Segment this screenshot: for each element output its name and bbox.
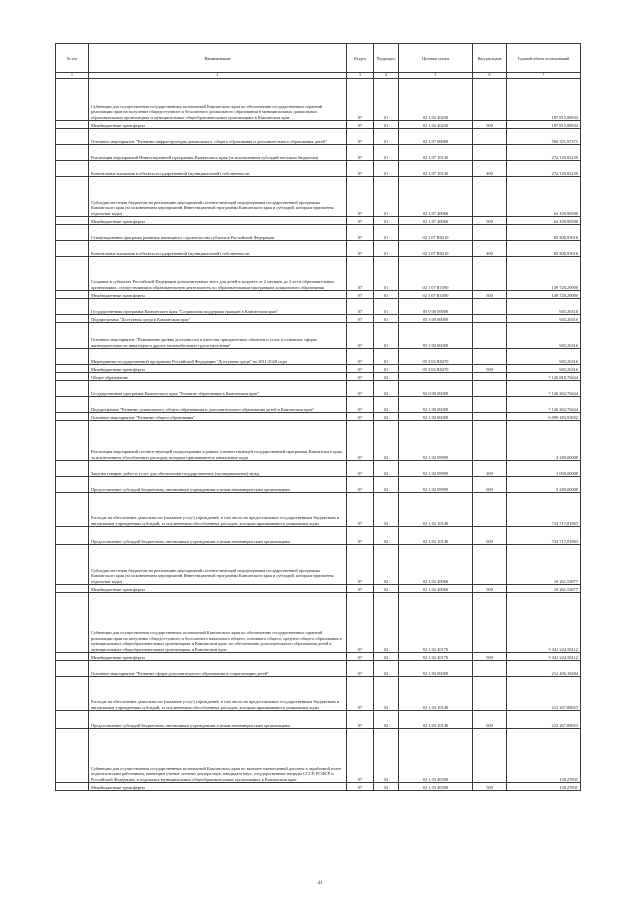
row-number-cell <box>56 79 89 121</box>
header-annual-amount: Годовой объем ассигнований <box>507 44 581 73</box>
row-razdel-cell: 07 <box>347 661 374 677</box>
row-expense-type-cell: 500 <box>473 217 507 225</box>
row-target-article-cell: 05 3 02 R0270 <box>399 349 473 365</box>
row-expense-type-cell <box>473 413 507 421</box>
row-target-article-cell: 02 1 03 40390 <box>399 783 473 791</box>
row-amount-cell: 5 341 224,58112 <box>507 593 581 653</box>
row-razdel-cell: 07 <box>347 349 374 365</box>
row-expense-type-cell <box>473 593 507 653</box>
table-row <box>56 349 581 365</box>
row-expense-type-cell: 500 <box>473 653 507 661</box>
row-razdel-cell: 07 <box>347 461 374 477</box>
row-target-article-cell: 02 1 02 09990 <box>399 461 473 477</box>
row-razdel-cell: 07 <box>347 783 374 791</box>
row-amount-cell: 5 341 224,58112 <box>507 653 581 661</box>
row-razdel-cell: 07 <box>347 177 374 217</box>
row-razdel-cell: 07 <box>347 299 374 315</box>
row-razdel-cell: 07 <box>347 677 374 711</box>
row-podrazdel-cell: 01 <box>374 177 399 217</box>
table-row <box>56 161 581 177</box>
row-target-article-cell: 02 1 07 10130 <box>399 145 473 161</box>
table-row <box>56 373 581 381</box>
row-target-article-cell: 02 1 02 40230 <box>399 79 473 121</box>
row-razdel-cell: 07 <box>347 365 374 373</box>
row-target-article-cell: 02 0 00 00000 <box>399 381 473 397</box>
row-podrazdel-cell: 02 <box>374 373 399 381</box>
row-podrazdel-cell: 01 <box>374 217 399 225</box>
budget-table-container <box>55 43 580 791</box>
row-name-cell: Межбюджетные трансферты <box>89 121 347 129</box>
row-expense-type-cell <box>473 225 507 241</box>
row-name-cell: Субвенции для осуществления государственных полномочий Камчатского края по обеспечению государственных гарантий реализации прав на получение общедоступного и бесплатного дошкольного образования в муниципальных дошкольных образовательных организациях и муниципальных общеобразовательных организациях в Камчатском крае <box>89 79 347 121</box>
row-expense-type-cell <box>473 177 507 217</box>
row-number-cell <box>56 677 89 711</box>
row-podrazdel-cell: 02 <box>374 477 399 493</box>
column-number-5: 5 <box>399 73 473 79</box>
row-number-cell <box>56 493 89 527</box>
row-target-article-cell: 02 1 07 R0210 <box>399 241 473 257</box>
table-row <box>56 129 581 145</box>
row-razdel-cell: 07 <box>347 217 374 225</box>
row-target-article-cell: 05 3 02 00000 <box>399 323 473 349</box>
row-podrazdel-cell: 01 <box>374 315 399 323</box>
row-podrazdel-cell: 01 <box>374 145 399 161</box>
row-podrazdel-cell: 02 <box>374 677 399 711</box>
row-number-cell <box>56 365 89 373</box>
row-target-article-cell: 05 0 00 00000 <box>399 299 473 315</box>
row-target-article-cell: 02 1 02 40060 <box>399 545 473 585</box>
row-expense-type-cell: 400 <box>473 161 507 177</box>
row-podrazdel-cell: 02 <box>374 661 399 677</box>
row-number-cell <box>56 323 89 349</box>
row-razdel-cell: 07 <box>347 121 374 129</box>
row-amount-cell: 82 400,95616 <box>507 225 581 241</box>
column-number-1: 1 <box>56 73 89 79</box>
row-expense-type-cell <box>473 373 507 381</box>
table-row <box>56 653 581 661</box>
row-name-cell: Подпрограмма "Развитие дошкольного, общего образования и дополнительного образования детей в Камчатском крае" <box>89 397 347 413</box>
row-amount-cell: 7 126 818,76424 <box>507 373 581 381</box>
row-target-article-cell: 02 1 07 40060 <box>399 217 473 225</box>
row-number-cell <box>56 585 89 593</box>
table-row <box>56 397 581 413</box>
row-number-cell <box>56 413 89 421</box>
table-row <box>56 79 581 121</box>
row-podrazdel-cell: 01 <box>374 161 399 177</box>
row-razdel-cell: 07 <box>347 729 374 783</box>
row-number-cell <box>56 241 89 257</box>
row-podrazdel-cell: 01 <box>374 225 399 241</box>
table-row <box>56 241 581 257</box>
table-row <box>56 365 581 373</box>
row-podrazdel-cell: 02 <box>374 545 399 585</box>
row-amount-cell: 945,26316 <box>507 365 581 373</box>
row-target-article-cell: 02 1 02 09990 <box>399 477 473 493</box>
budget-table <box>55 43 581 791</box>
table-row <box>56 545 581 585</box>
row-amount-cell: 7 126 262,76424 <box>507 397 581 413</box>
row-amount-cell: 187 815,88934 <box>507 79 581 121</box>
row-target-article-cell: 02 1 02 10140 <box>399 527 473 545</box>
row-name-cell: Межбюджетные трансферты <box>89 585 347 593</box>
row-amount-cell: 272 120,82259 <box>507 161 581 177</box>
table-row <box>56 711 581 729</box>
row-target-article-cell: 02 1 02 09990 <box>399 421 473 461</box>
table-row <box>56 527 581 545</box>
row-name-cell: Межбюджетные трансферты <box>89 291 347 299</box>
row-name-cell: Предоставление субсидий бюджетным, автономным учреждениям и иным некоммерческим организациям <box>89 711 347 729</box>
row-target-article-cell: 02 1 03 10140 <box>399 677 473 711</box>
row-target-article-cell <box>399 373 473 381</box>
row-amount-cell: 945,26316 <box>507 315 581 323</box>
row-expense-type-cell <box>473 257 507 291</box>
row-razdel-cell: 07 <box>347 545 374 585</box>
row-name-cell: Реализация мероприятий соответствующей подпрограммы в рамках соответствующей государственной программы Камчатского края, за исключением обособленных расходов, которым присваиваются уникальные коды <box>89 421 347 461</box>
row-name-cell: Субвенции для осуществления государственных полномочий Камчатского края по выплате ежемесячной доплаты к заработной плате педагогическим работникам, имеющим ученые степени доктора наук, кандидата наук, государственные награды СССР, РСФСР и Российской Федерации, в отдельных муниципальных общеобразовательных организациях в Камчатском крае <box>89 729 347 783</box>
row-amount-cell: 187 815,88934 <box>507 121 581 129</box>
column-number-7: 7 <box>507 73 581 79</box>
table-body <box>56 79 581 791</box>
table-header-row <box>56 44 581 73</box>
row-razdel-cell: 07 <box>347 653 374 661</box>
row-podrazdel-cell: 02 <box>374 593 399 653</box>
row-number-cell <box>56 217 89 225</box>
row-name-cell: Субсидии местным бюджетам на реализацию мероприятий соответствующей подпрограммы государственной программы Камчатского края (за исключением мероприятий Инвестиционной программы Камчатского края и субсидий, которым присвоены отдельные коды) <box>89 545 347 585</box>
row-podrazdel-cell: 01 <box>374 129 399 145</box>
row-razdel-cell: 07 <box>347 161 374 177</box>
row-expense-type-cell: 500 <box>473 783 507 791</box>
row-name-cell: Мероприятия государственной программы Российской Федерации "Доступная среда" на 2011-2020 годы <box>89 349 347 365</box>
row-number-cell <box>56 161 89 177</box>
table-row <box>56 421 581 461</box>
row-expense-type-cell: 600 <box>473 477 507 493</box>
row-amount-cell: 62 109,90500 <box>507 177 581 217</box>
row-target-article-cell: 02 1 02 00000 <box>399 413 473 421</box>
row-name-cell: Расходы на обеспечение деятельности (оказание услуг) учреждений, в том числе на предоставление государственным бюджетным и автономным учреждениям субсидий, за исключением обособленных расходов, которым присваиваются уникальные коды <box>89 677 347 711</box>
row-razdel-cell: 07 <box>347 291 374 299</box>
row-expense-type-cell: 200 <box>473 461 507 477</box>
row-target-article-cell: 02 1 07 40060 <box>399 177 473 217</box>
row-amount-cell: 272 120,82259 <box>507 145 581 161</box>
row-number-cell <box>56 593 89 653</box>
row-target-article-cell: 02 1 02 40170 <box>399 653 473 661</box>
row-razdel-cell: 07 <box>347 225 374 241</box>
table-row <box>56 783 581 791</box>
table-row <box>56 217 581 225</box>
row-amount-cell: 1 000,00000 <box>507 461 581 477</box>
column-number-2: 2 <box>89 73 347 79</box>
row-podrazdel-cell: 02 <box>374 421 399 461</box>
row-name-cell: Межбюджетные трансферты <box>89 365 347 373</box>
table-row <box>56 461 581 477</box>
row-amount-cell: 945,26316 <box>507 349 581 365</box>
row-razdel-cell: 07 <box>347 711 374 729</box>
table-row <box>56 257 581 291</box>
row-target-article-cell: 02 1 07 R1590 <box>399 257 473 291</box>
table-row <box>56 299 581 315</box>
row-podrazdel-cell: 01 <box>374 241 399 257</box>
row-podrazdel-cell: 02 <box>374 783 399 791</box>
row-name-cell: Реализация мероприятий Инвестиционной программы Камчатского края (за исключением субсидий местным бюджетам) <box>89 145 347 161</box>
header-name: Наименование <box>89 44 347 73</box>
row-name-cell: Расходы на обеспечение деятельности (оказание услуг) учреждений, в том числе на предоставление государственным бюджетным и автономным учреждениям субсидий, за исключением обособленных расходов, которым присваиваются уникальные коды <box>89 493 347 527</box>
row-number-cell <box>56 397 89 413</box>
row-amount-cell: 6 099 483,93852 <box>507 413 581 421</box>
row-amount-cell: 10 261,53877 <box>507 585 581 593</box>
row-amount-cell: 945,26316 <box>507 323 581 349</box>
row-amount-cell: 149 720,29000 <box>507 257 581 291</box>
row-name-cell: Закупка товаров, работ и услуг для обеспечения государственных (муниципальных) нужд <box>89 461 347 477</box>
row-expense-type-cell <box>473 421 507 461</box>
row-expense-type-cell <box>473 129 507 145</box>
row-name-cell: Капитальные вложения в объекты государственной (муниципальной) собственности <box>89 161 347 177</box>
row-name-cell: Межбюджетные трансферты <box>89 653 347 661</box>
row-razdel-cell: 07 <box>347 129 374 145</box>
row-podrazdel-cell: 02 <box>374 585 399 593</box>
table-row <box>56 291 581 299</box>
row-amount-cell: 212 406,16484 <box>507 661 581 677</box>
row-name-cell: Основное мероприятие "Развитие сферы дополнительного образования и социализации детей" <box>89 661 347 677</box>
table-row <box>56 145 581 161</box>
row-expense-type-cell <box>473 381 507 397</box>
row-expense-type-cell <box>473 323 507 349</box>
row-amount-cell: 945,26316 <box>507 299 581 315</box>
row-name-cell: Основное мероприятие "Повышение уровня доступности и качества приоритетных объектов и услуг в основных сферах жизнедеятельности инвалидов и других маломобильных групп населения" <box>89 323 347 349</box>
header-razdel: Раздел <box>347 44 374 73</box>
row-number-cell <box>56 653 89 661</box>
table-row <box>56 413 581 421</box>
row-expense-type-cell: 600 <box>473 527 507 545</box>
row-number-cell <box>56 477 89 493</box>
row-amount-cell: 10 261,53877 <box>507 545 581 585</box>
row-podrazdel-cell: 01 <box>374 121 399 129</box>
row-expense-type-cell <box>473 145 507 161</box>
row-podrazdel-cell: 02 <box>374 397 399 413</box>
row-expense-type-cell: 400 <box>473 241 507 257</box>
row-target-article-cell: 02 1 07 R0210 <box>399 225 473 241</box>
row-name-cell: Субсидии местным бюджетам на реализацию мероприятий соответствующей подпрограммы государственной программы Камчатского края (за исключением мероприятий Инвестиционной программы Камчатского края и субсидий, которым присвоены отдельные коды) <box>89 177 347 217</box>
row-razdel-cell: 07 <box>347 413 374 421</box>
row-name-cell: Капитальные вложения в объекты государственной (муниципальной) собственности <box>89 241 347 257</box>
row-name-cell: Стимулирование программ развития жилищного строительства субъектов Российской Федерации <box>89 225 347 241</box>
table-row <box>56 225 581 241</box>
row-razdel-cell: 07 <box>347 373 374 381</box>
row-expense-type-cell <box>473 299 507 315</box>
row-target-article-cell: 02 1 07 10130 <box>399 161 473 177</box>
row-razdel-cell: 07 <box>347 493 374 527</box>
row-podrazdel-cell: 02 <box>374 461 399 477</box>
row-amount-cell: 743 717,81863 <box>507 493 581 527</box>
row-number-cell <box>56 145 89 161</box>
row-name-cell: Подпрограмма "Доступная среда в Камчатском крае" <box>89 315 347 323</box>
row-razdel-cell: 07 <box>347 585 374 593</box>
row-podrazdel-cell: 02 <box>374 653 399 661</box>
row-razdel-cell: 07 <box>347 257 374 291</box>
row-number-cell <box>56 461 89 477</box>
row-expense-type-cell <box>473 315 507 323</box>
row-number-cell <box>56 177 89 217</box>
row-amount-cell: 212 267,88653 <box>507 677 581 711</box>
row-amount-cell: 149 720,29000 <box>507 291 581 299</box>
table-row <box>56 593 581 653</box>
row-target-article-cell: 02 1 02 40230 <box>399 121 473 129</box>
row-number-cell <box>56 373 89 381</box>
row-podrazdel-cell: 02 <box>374 527 399 545</box>
row-amount-cell: 566 351,97375 <box>507 129 581 145</box>
row-name-cell: Государственная программа Камчатского края "Социальная поддержка граждан в Камчатском крае" <box>89 299 347 315</box>
table-row <box>56 585 581 593</box>
row-target-article-cell: 02 1 03 10140 <box>399 711 473 729</box>
row-number-cell <box>56 545 89 585</box>
table-row <box>56 323 581 349</box>
row-target-article-cell: 02 1 07 00000 <box>399 129 473 145</box>
row-target-article-cell: 05 3 00 00000 <box>399 315 473 323</box>
table-row <box>56 661 581 677</box>
row-target-article-cell: 02 1 03 40390 <box>399 729 473 783</box>
row-number-cell <box>56 381 89 397</box>
row-number-cell <box>56 783 89 791</box>
row-podrazdel-cell: 01 <box>374 79 399 121</box>
row-razdel-cell: 07 <box>347 241 374 257</box>
row-expense-type-cell <box>473 729 507 783</box>
column-number-6: 6 <box>473 73 507 79</box>
row-name-cell: Субвенции для осуществления государственных полномочий Камчатского края по обеспечению государственных гарантий реализации прав на получение общедоступного и бесплатного начального общего, основного общего, среднего общего образования в муниципальных общеобразовательных организациях в Камчатском крае, по обеспечению дополнительного образования детей в муниципальных общеобразовательных организациях в Камчатском крае <box>89 593 347 653</box>
row-amount-cell: 82 400,95616 <box>507 241 581 257</box>
row-amount-cell: 7 126 262,76424 <box>507 381 581 397</box>
table-row <box>56 315 581 323</box>
row-expense-type-cell: 500 <box>473 291 507 299</box>
row-number-cell <box>56 661 89 677</box>
row-amount-cell: 138,27831 <box>507 729 581 783</box>
row-name-cell: Межбюджетные трансферты <box>89 783 347 791</box>
row-podrazdel-cell: 02 <box>374 711 399 729</box>
table-row <box>56 493 581 527</box>
row-expense-type-cell: 500 <box>473 585 507 593</box>
row-target-article-cell: 02 1 02 40060 <box>399 585 473 593</box>
column-number-4: 4 <box>374 73 399 79</box>
header-target-article: Целевая статья <box>399 44 473 73</box>
column-number-3: 3 <box>347 73 374 79</box>
row-amount-cell: 138,27831 <box>507 783 581 791</box>
row-podrazdel-cell: 02 <box>374 413 399 421</box>
row-expense-type-cell: 500 <box>473 365 507 373</box>
row-amount-cell: 4 280,00000 <box>507 421 581 461</box>
table-row <box>56 121 581 129</box>
table-row <box>56 677 581 711</box>
row-expense-type-cell <box>473 545 507 585</box>
row-number-cell <box>56 315 89 323</box>
table-row <box>56 177 581 217</box>
row-podrazdel-cell: 01 <box>374 365 399 373</box>
row-number-cell <box>56 527 89 545</box>
row-razdel-cell: 07 <box>347 381 374 397</box>
row-razdel-cell: 07 <box>347 421 374 461</box>
row-amount-cell: 3 280,00000 <box>507 477 581 493</box>
row-number-cell <box>56 421 89 461</box>
row-expense-type-cell <box>473 677 507 711</box>
row-podrazdel-cell: 02 <box>374 381 399 397</box>
row-amount-cell: 62 109,90500 <box>507 217 581 225</box>
row-target-article-cell: 02 1 02 10140 <box>399 493 473 527</box>
row-amount-cell: 743 717,81863 <box>507 527 581 545</box>
row-number-cell <box>56 129 89 145</box>
row-podrazdel-cell: 02 <box>374 729 399 783</box>
table-row <box>56 477 581 493</box>
row-number-cell <box>56 225 89 241</box>
table-row <box>56 381 581 397</box>
row-number-cell <box>56 729 89 783</box>
row-razdel-cell: 07 <box>347 323 374 349</box>
header-expense-type: Вид расходов <box>473 44 507 73</box>
row-number-cell <box>56 121 89 129</box>
row-expense-type-cell: 600 <box>473 711 507 729</box>
row-expense-type-cell <box>473 349 507 365</box>
row-podrazdel-cell: 01 <box>374 291 399 299</box>
row-razdel-cell: 07 <box>347 315 374 323</box>
row-name-cell: Создание в субъектах Российской Федерации дополнительных мест для детей в возрасте от 2 месяцев до 3 лет в образовательных организациях, осуществляющих образовательную деятельность по образовательным программам дошкольного образования <box>89 257 347 291</box>
row-podrazdel-cell: 01 <box>374 323 399 349</box>
row-podrazdel-cell: 01 <box>374 257 399 291</box>
row-expense-type-cell <box>473 397 507 413</box>
row-razdel-cell: 07 <box>347 397 374 413</box>
row-number-cell <box>56 711 89 729</box>
row-number-cell <box>56 349 89 365</box>
row-amount-cell: 212 267,88653 <box>507 711 581 729</box>
row-podrazdel-cell: 02 <box>374 493 399 527</box>
row-name-cell: Межбюджетные трансферты <box>89 217 347 225</box>
row-name-cell: Основное мероприятие "Развитие инфраструктуры дошкольного, общего образования и дополнительного образования детей" <box>89 129 347 145</box>
header-podrazdel: Подраздел <box>374 44 399 73</box>
row-name-cell: Предоставление субсидий бюджетным, автономным учреждениям и иным некоммерческим организациям <box>89 477 347 493</box>
header-number: № п/п <box>56 44 89 73</box>
row-number-cell <box>56 291 89 299</box>
row-razdel-cell: 07 <box>347 477 374 493</box>
row-razdel-cell: 07 <box>347 79 374 121</box>
row-target-article-cell: 02 1 00 00000 <box>399 397 473 413</box>
row-name-cell: Основное мероприятие "Развитие общего образования" <box>89 413 347 421</box>
row-target-article-cell: 02 1 02 40170 <box>399 593 473 653</box>
row-target-article-cell: 02 1 07 R1590 <box>399 291 473 299</box>
row-podrazdel-cell: 01 <box>374 349 399 365</box>
row-razdel-cell: 07 <box>347 527 374 545</box>
row-name-cell: Государственная программа Камчатского края "Развитие образования в Камчатском крае" <box>89 381 347 397</box>
row-expense-type-cell: 500 <box>473 121 507 129</box>
row-razdel-cell: 07 <box>347 593 374 653</box>
row-name-cell: Предоставление субсидий бюджетным, автономным учреждениям и иным некоммерческим организациям <box>89 527 347 545</box>
row-target-article-cell: 05 3 02 R0270 <box>399 365 473 373</box>
row-expense-type-cell <box>473 493 507 527</box>
row-number-cell <box>56 299 89 315</box>
row-expense-type-cell <box>473 79 507 121</box>
row-name-cell: Общее образование <box>89 373 347 381</box>
row-razdel-cell: 07 <box>347 145 374 161</box>
page-number: 41 <box>317 881 323 886</box>
row-number-cell <box>56 257 89 291</box>
table-row <box>56 729 581 783</box>
row-podrazdel-cell: 01 <box>374 299 399 315</box>
row-target-article-cell: 02 1 03 00000 <box>399 661 473 677</box>
row-expense-type-cell <box>473 661 507 677</box>
